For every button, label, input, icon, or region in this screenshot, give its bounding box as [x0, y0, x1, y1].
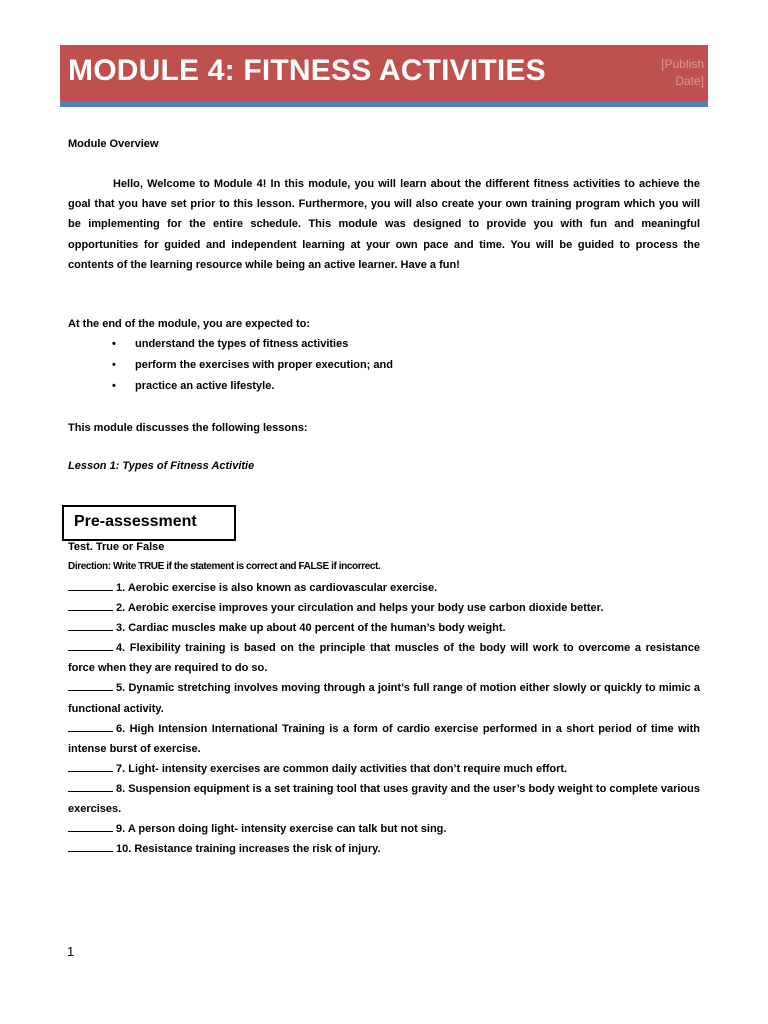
answer-blank[interactable] — [68, 640, 113, 651]
test-direction: Direction: Write TRUE if the statement is correct and FALSE if incorrect. — [68, 561, 381, 572]
question-text: 3. Cardiac muscles make up about 40 percent of the human’s body weight. — [116, 622, 506, 635]
overview-heading: Module Overview — [68, 138, 159, 150]
answer-blank[interactable] — [68, 580, 113, 591]
bullet-icon: • — [112, 380, 116, 392]
overview-paragraph: Hello, Welcome to Module 4! In this module, you will learn about the different fitness activities to achieve the goal that you have set prior to this lesson. Furthermore, you will also create your own training program which you will be implementing for the entire schedule. This module was designed to provide you with fun and meaningful opportunities for guided and independent learning at your own pace and time. You will be guided to process the contents of the learning resource while being an active learner. Have a fun! — [68, 178, 700, 271]
publish-date-line1: [Publish — [661, 57, 704, 71]
objectives-intro: At the end of the module, you are expected to: — [68, 318, 311, 330]
question-item — [68, 819, 700, 839]
question-text: 4. Flexibility training is based on the principle that muscles of the body will work to overcome a resistance force when they are required to do so. — [68, 642, 700, 675]
lessons-intro: This module discusses the following lessons: — [68, 422, 308, 434]
question-text: 1. Aerobic exercise is also known as cardiovascular exercise. — [116, 582, 438, 594]
answer-blank[interactable] — [68, 721, 113, 732]
answer-blank[interactable] — [68, 761, 113, 772]
pre-assessment-box — [62, 505, 236, 541]
question-text: 8. Suspension equipment is a set training tool that uses gravity and the user’s body weight to complete various exercises. — [68, 782, 700, 816]
banner-stripe — [60, 101, 708, 107]
question-text: 5. Dynamic stretching involves moving through a joint’s full range of motion either slowly or quickly to mimic a functional activity. — [68, 682, 700, 715]
question-text: 2. Aerobic exercise improves your circulation and helps your body use carbon dioxide better. — [116, 602, 604, 615]
question-item — [68, 598, 700, 618]
question-item — [68, 719, 700, 759]
answer-blank[interactable] — [68, 620, 113, 631]
module-title: MODULE 4: FITNESS ACTIVITIES — [68, 54, 546, 87]
page-number: 1 — [67, 944, 75, 959]
objective-text: perform the exercises with proper execution; and — [135, 359, 393, 371]
question-item — [68, 618, 700, 638]
test-title: Test. True or False — [68, 541, 165, 553]
publish-date — [634, 56, 704, 90]
question-item — [68, 759, 700, 779]
question-item — [68, 638, 700, 678]
objective-item — [68, 355, 393, 376]
question-item — [68, 839, 700, 859]
objective-text: understand the types of fitness activities — [135, 338, 349, 350]
answer-blank[interactable] — [68, 600, 113, 611]
objective-item — [68, 334, 393, 355]
question-item — [68, 678, 700, 718]
pre-assessment-title: Pre-assessment — [74, 513, 197, 530]
question-item — [68, 578, 700, 598]
question-text: 10. Resistance training increases the risk of injury. — [116, 843, 381, 856]
bullet-icon: • — [112, 359, 116, 371]
answer-blank[interactable] — [68, 680, 113, 691]
lesson-item: Lesson 1: Types of Fitness Activitie — [68, 460, 255, 472]
objective-item — [68, 376, 393, 397]
objective-text: practice an active lifestyle. — [135, 380, 275, 392]
objectives-list — [68, 334, 393, 397]
question-text: 6. High Intension International Training is a form of cardio exercise performed in a short period of time with intense burst of exercise. — [68, 722, 700, 755]
bullet-icon: • — [112, 338, 116, 350]
question-item — [68, 779, 700, 819]
answer-blank[interactable] — [68, 781, 113, 792]
answer-blank[interactable] — [68, 841, 113, 852]
question-text: 7. Light- intensity exercises are common daily activities that don’t require much effort. — [116, 762, 568, 775]
question-text: 9. A person doing light- intensity exercise can talk but not sing. — [116, 823, 447, 836]
question-list — [68, 578, 700, 859]
publish-date-line2: Date] — [675, 74, 704, 88]
answer-blank[interactable] — [68, 821, 113, 832]
